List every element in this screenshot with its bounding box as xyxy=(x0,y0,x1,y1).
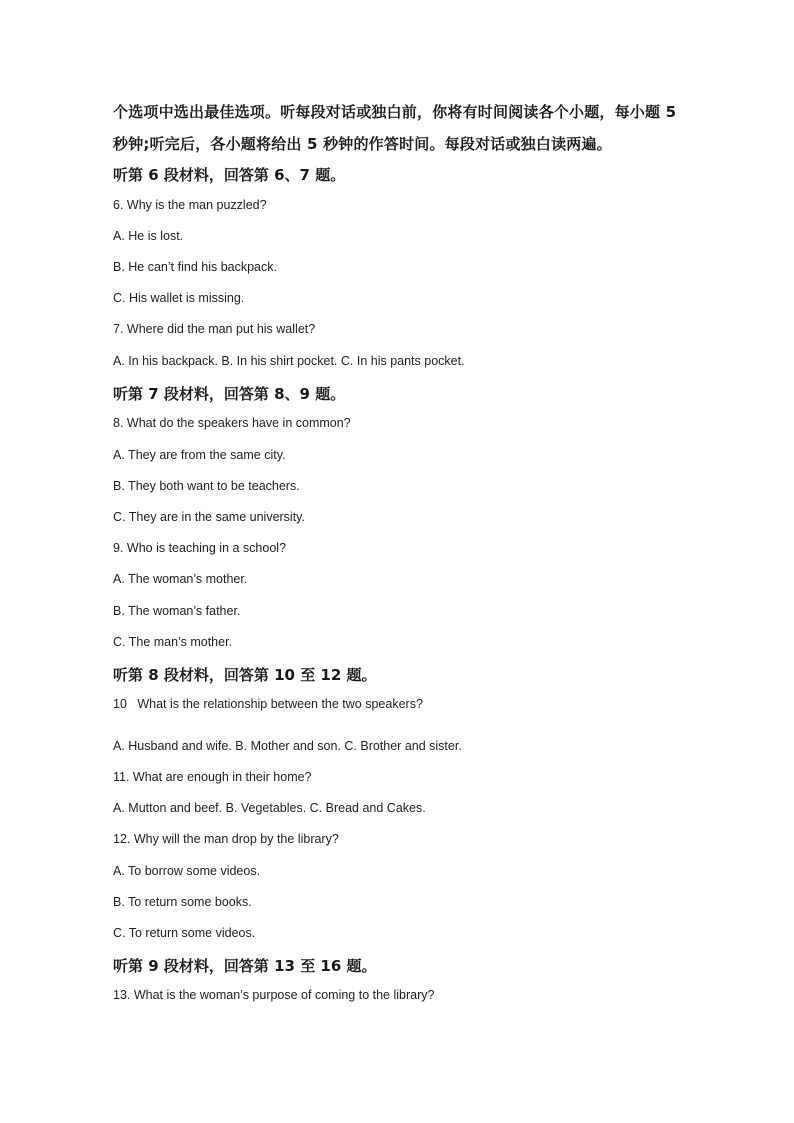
question-7: 7. Where did the man put his wallet? xyxy=(113,322,316,336)
option-9a: A. The woman’s mother. xyxy=(113,572,248,586)
question-8: 8. What do the speakers have in common? xyxy=(113,416,351,430)
section-heading-9: 听第 9 段材料，回答第 13 至 16 题。 xyxy=(113,957,377,975)
option-6b: B. He can’t find his backpack. xyxy=(113,260,277,274)
instructions-line-1: 个选项中选出最佳选项。听每段对话或独白前，你将有时间阅读各个小题，每小题 5 xyxy=(113,103,677,121)
option-6a: A. He is lost. xyxy=(113,229,184,243)
options-11: A. Mutton and beef. B. Vegetables. C. Bread and Cakes. xyxy=(113,801,426,815)
option-12a: A. To borrow some videos. xyxy=(113,864,261,878)
question-11: 11. What are enough in their home? xyxy=(113,770,312,784)
instructions-line-2: 秒钟;听完后，各小题将给出 5 秒钟的作答时间。每段对话或独白读两遍。 xyxy=(113,135,612,153)
options-7: A. In his backpack. B. In his shirt pocket. C. In his pants pocket. xyxy=(113,354,465,368)
option-8c: C. They are in the same university. xyxy=(113,510,305,524)
section-heading-8: 听第 8 段材料，回答第 10 至 12 题。 xyxy=(113,666,377,684)
option-6c: C. His wallet is missing. xyxy=(113,291,245,305)
option-12c: C. To return some videos. xyxy=(113,926,256,940)
option-8b: B. They both want to be teachers. xyxy=(113,479,300,493)
question-9: 9. Who is teaching in a school? xyxy=(113,541,287,555)
question-12: 12. Why will the man drop by the library? xyxy=(113,832,339,846)
option-12b: B. To return some books. xyxy=(113,895,252,909)
section-heading-6: 听第 6 段材料，回答第 6、7 题。 xyxy=(113,166,346,184)
question-13: 13. What is the woman’s purpose of coming to the library? xyxy=(113,988,435,1002)
question-10: 10 What is the relationship between the two speakers? xyxy=(113,697,423,711)
option-9b: B. The woman’s father. xyxy=(113,604,241,618)
option-8a: A. They are from the same city. xyxy=(113,448,286,462)
question-6: 6. Why is the man puzzled? xyxy=(113,198,267,212)
options-10: A. Husband and wife. B. Mother and son. C. Brother and sister. xyxy=(113,739,462,753)
option-9c: C. The man’s mother. xyxy=(113,635,233,649)
section-heading-7: 听第 7 段材料，回答第 8、9 题。 xyxy=(113,385,346,403)
